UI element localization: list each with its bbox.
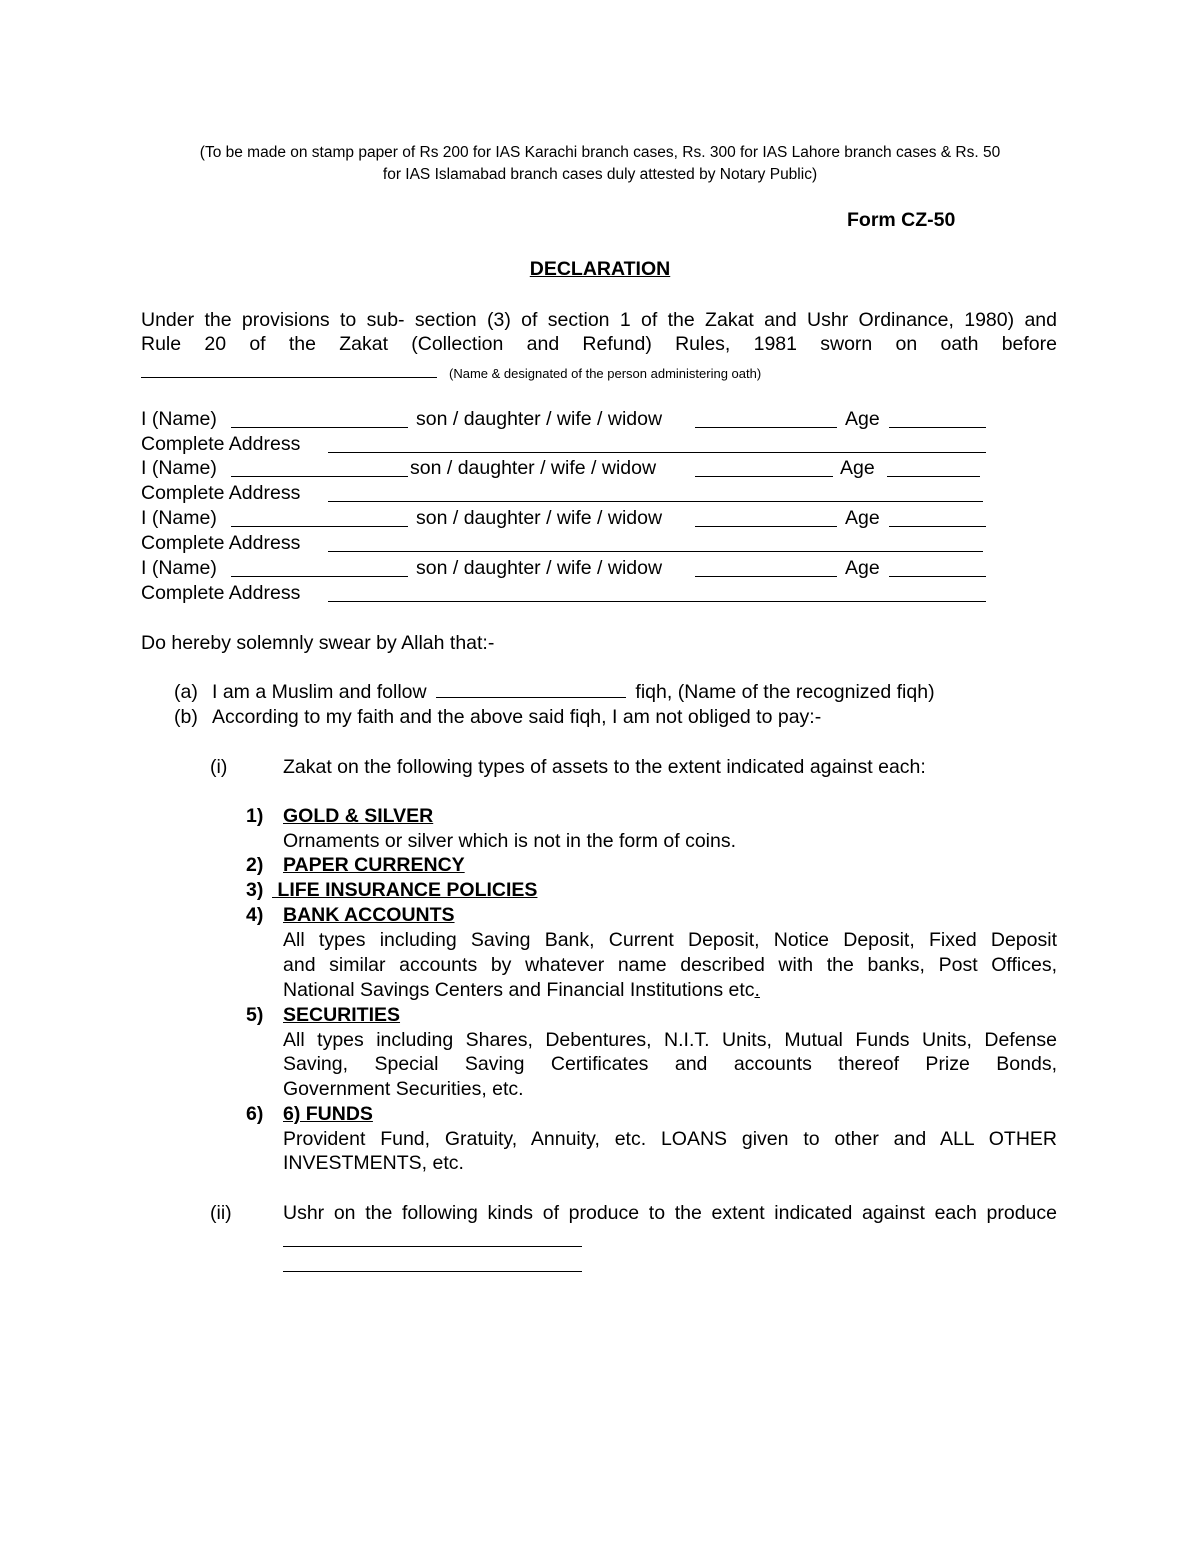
sub-clause-i-text: Zakat on the following types of assets to the extent indicated against each:	[283, 756, 926, 778]
fiqh-blank[interactable]	[436, 680, 626, 698]
oath-officer-blank[interactable]	[141, 377, 437, 378]
declarant-row	[141, 407, 986, 431]
asset-desc-securities-line-2: Saving, Special Saving Certificates and accounts thereof Prize Bonds,	[283, 1053, 1057, 1075]
address-row	[141, 432, 986, 456]
age-label: Age	[845, 507, 880, 529]
age-blank[interactable]	[887, 459, 980, 477]
address-blank[interactable]	[328, 435, 986, 453]
asset-desc-bank-line-3	[283, 978, 760, 1002]
asset-number: 5)	[246, 1004, 264, 1026]
asset-number: 4)	[246, 904, 264, 926]
asset-title-paper-currency: PAPER CURRENCY	[283, 854, 465, 876]
asset-title-bank-accounts: BANK ACCOUNTS	[283, 904, 455, 926]
age-label: Age	[840, 457, 875, 479]
relation-blank[interactable]	[695, 410, 837, 428]
name-blank[interactable]	[231, 410, 408, 428]
name-label: I (Name)	[141, 408, 217, 430]
age-blank[interactable]	[889, 559, 986, 577]
asset-desc-funds-line-2: INVESTMENTS, etc.	[283, 1152, 464, 1174]
declarant-row	[141, 506, 986, 530]
address-blank[interactable]	[328, 584, 986, 602]
clause-a-marker: (a)	[174, 681, 198, 703]
intro-line-1: Under the provisions to sub- section (3) of section 1 of the Zakat and Ushr Ordinance, 1980) and	[141, 309, 1057, 331]
asset-title-funds: 6) FUNDS	[283, 1103, 373, 1125]
clause-a-text-end: fiqh, (Name of the recognized fiqh)	[635, 681, 935, 703]
swear-line: Do hereby solemnly swear by Allah that:-	[141, 632, 495, 654]
clause-a-text-start: I am a Muslim and follow	[212, 681, 427, 703]
asset-desc-bank-line-3-period: .	[754, 979, 760, 1001]
address-label: Complete Address	[141, 582, 301, 604]
address-blank[interactable]	[328, 484, 983, 502]
name-label: I (Name)	[141, 507, 217, 529]
asset-desc-securities-line-3: Government Securities, etc.	[283, 1078, 524, 1100]
declarant-row	[141, 556, 986, 580]
sub-clause-ii-marker: (ii)	[210, 1202, 232, 1224]
relation-blank[interactable]	[695, 509, 837, 527]
asset-number: 2)	[246, 854, 264, 876]
asset-desc-bank-line-1: All types including Saving Bank, Current Deposit, Notice Deposit, Fixed Deposit	[283, 929, 1057, 951]
age-blank[interactable]	[889, 410, 986, 428]
asset-desc-bank-line-3-text: National Savings Centers and Financial Institutions etc	[283, 979, 755, 1001]
asset-desc-bank-line-2: and similar accounts by whatever name described with the banks, Post Offices,	[283, 954, 1057, 976]
age-blank[interactable]	[889, 509, 986, 527]
address-label: Complete Address	[141, 532, 301, 554]
asset-number: 6)	[246, 1103, 264, 1125]
asset-title-life-insurance: LIFE INSURANCE POLICIES	[272, 879, 538, 901]
asset-number: 3)	[246, 879, 264, 901]
name-label: I (Name)	[141, 557, 217, 579]
clause-b-marker: (b)	[174, 706, 198, 728]
clause-a-text	[212, 680, 935, 704]
page-title: DECLARATION	[529, 258, 671, 280]
age-label: Age	[845, 408, 880, 430]
stamp-paper-note-line-1: (To be made on stamp paper of Rs 200 for IAS Karachi branch cases, Rs. 300 for IAS Lahore branch cases & Rs. 50	[199, 144, 1001, 161]
produce-blank-1[interactable]	[283, 1246, 582, 1247]
relation-label: son / daughter / wife / widow	[416, 408, 663, 430]
relation-label: son / daughter / wife / widow	[410, 457, 657, 479]
oath-officer-note: (Name & designated of the person administering oath)	[449, 366, 762, 381]
form-number: Form CZ-50	[847, 209, 956, 231]
name-label: I (Name)	[141, 457, 217, 479]
address-label: Complete Address	[141, 482, 301, 504]
sub-clause-i-marker: (i)	[210, 756, 228, 778]
relation-blank[interactable]	[695, 559, 837, 577]
intro-line-2: Rule 20 of the Zakat (Collection and Refund) Rules, 1981 sworn on oath before	[141, 333, 1057, 355]
age-label: Age	[845, 557, 880, 579]
declarant-row	[141, 456, 986, 480]
address-row	[141, 481, 986, 505]
produce-blank-2[interactable]	[283, 1271, 582, 1272]
relation-blank[interactable]	[695, 459, 833, 477]
address-row	[141, 581, 986, 605]
asset-desc-funds-line-1: Provident Fund, Gratuity, Annuity, etc. LOANS given to other and ALL OTHER	[283, 1128, 1057, 1150]
address-row	[141, 531, 986, 555]
relation-label: son / daughter / wife / widow	[416, 507, 663, 529]
asset-number: 1)	[246, 805, 264, 827]
asset-desc-gold-silver: Ornaments or silver which is not in the form of coins.	[283, 830, 737, 852]
sub-clause-ii-text: Ushr on the following kinds of produce to the extent indicated against each produce	[283, 1202, 1057, 1224]
name-blank[interactable]	[231, 459, 408, 477]
name-blank[interactable]	[231, 509, 408, 527]
asset-title-securities: SECURITIES	[283, 1004, 401, 1026]
clause-b-text: According to my faith and the above said fiqh, I am not obliged to pay:-	[212, 706, 822, 728]
stamp-paper-note-line-2: for IAS Islamabad branch cases duly attested by Notary Public)	[382, 166, 818, 183]
address-label: Complete Address	[141, 433, 301, 455]
asset-desc-securities-line-1: All types including Shares, Debentures, N.I.T. Units, Mutual Funds Units, Defense	[283, 1029, 1057, 1051]
relation-label: son / daughter / wife / widow	[416, 557, 663, 579]
asset-title-gold-silver: GOLD & SILVER	[283, 805, 434, 827]
address-blank[interactable]	[328, 534, 983, 552]
name-blank[interactable]	[231, 559, 408, 577]
